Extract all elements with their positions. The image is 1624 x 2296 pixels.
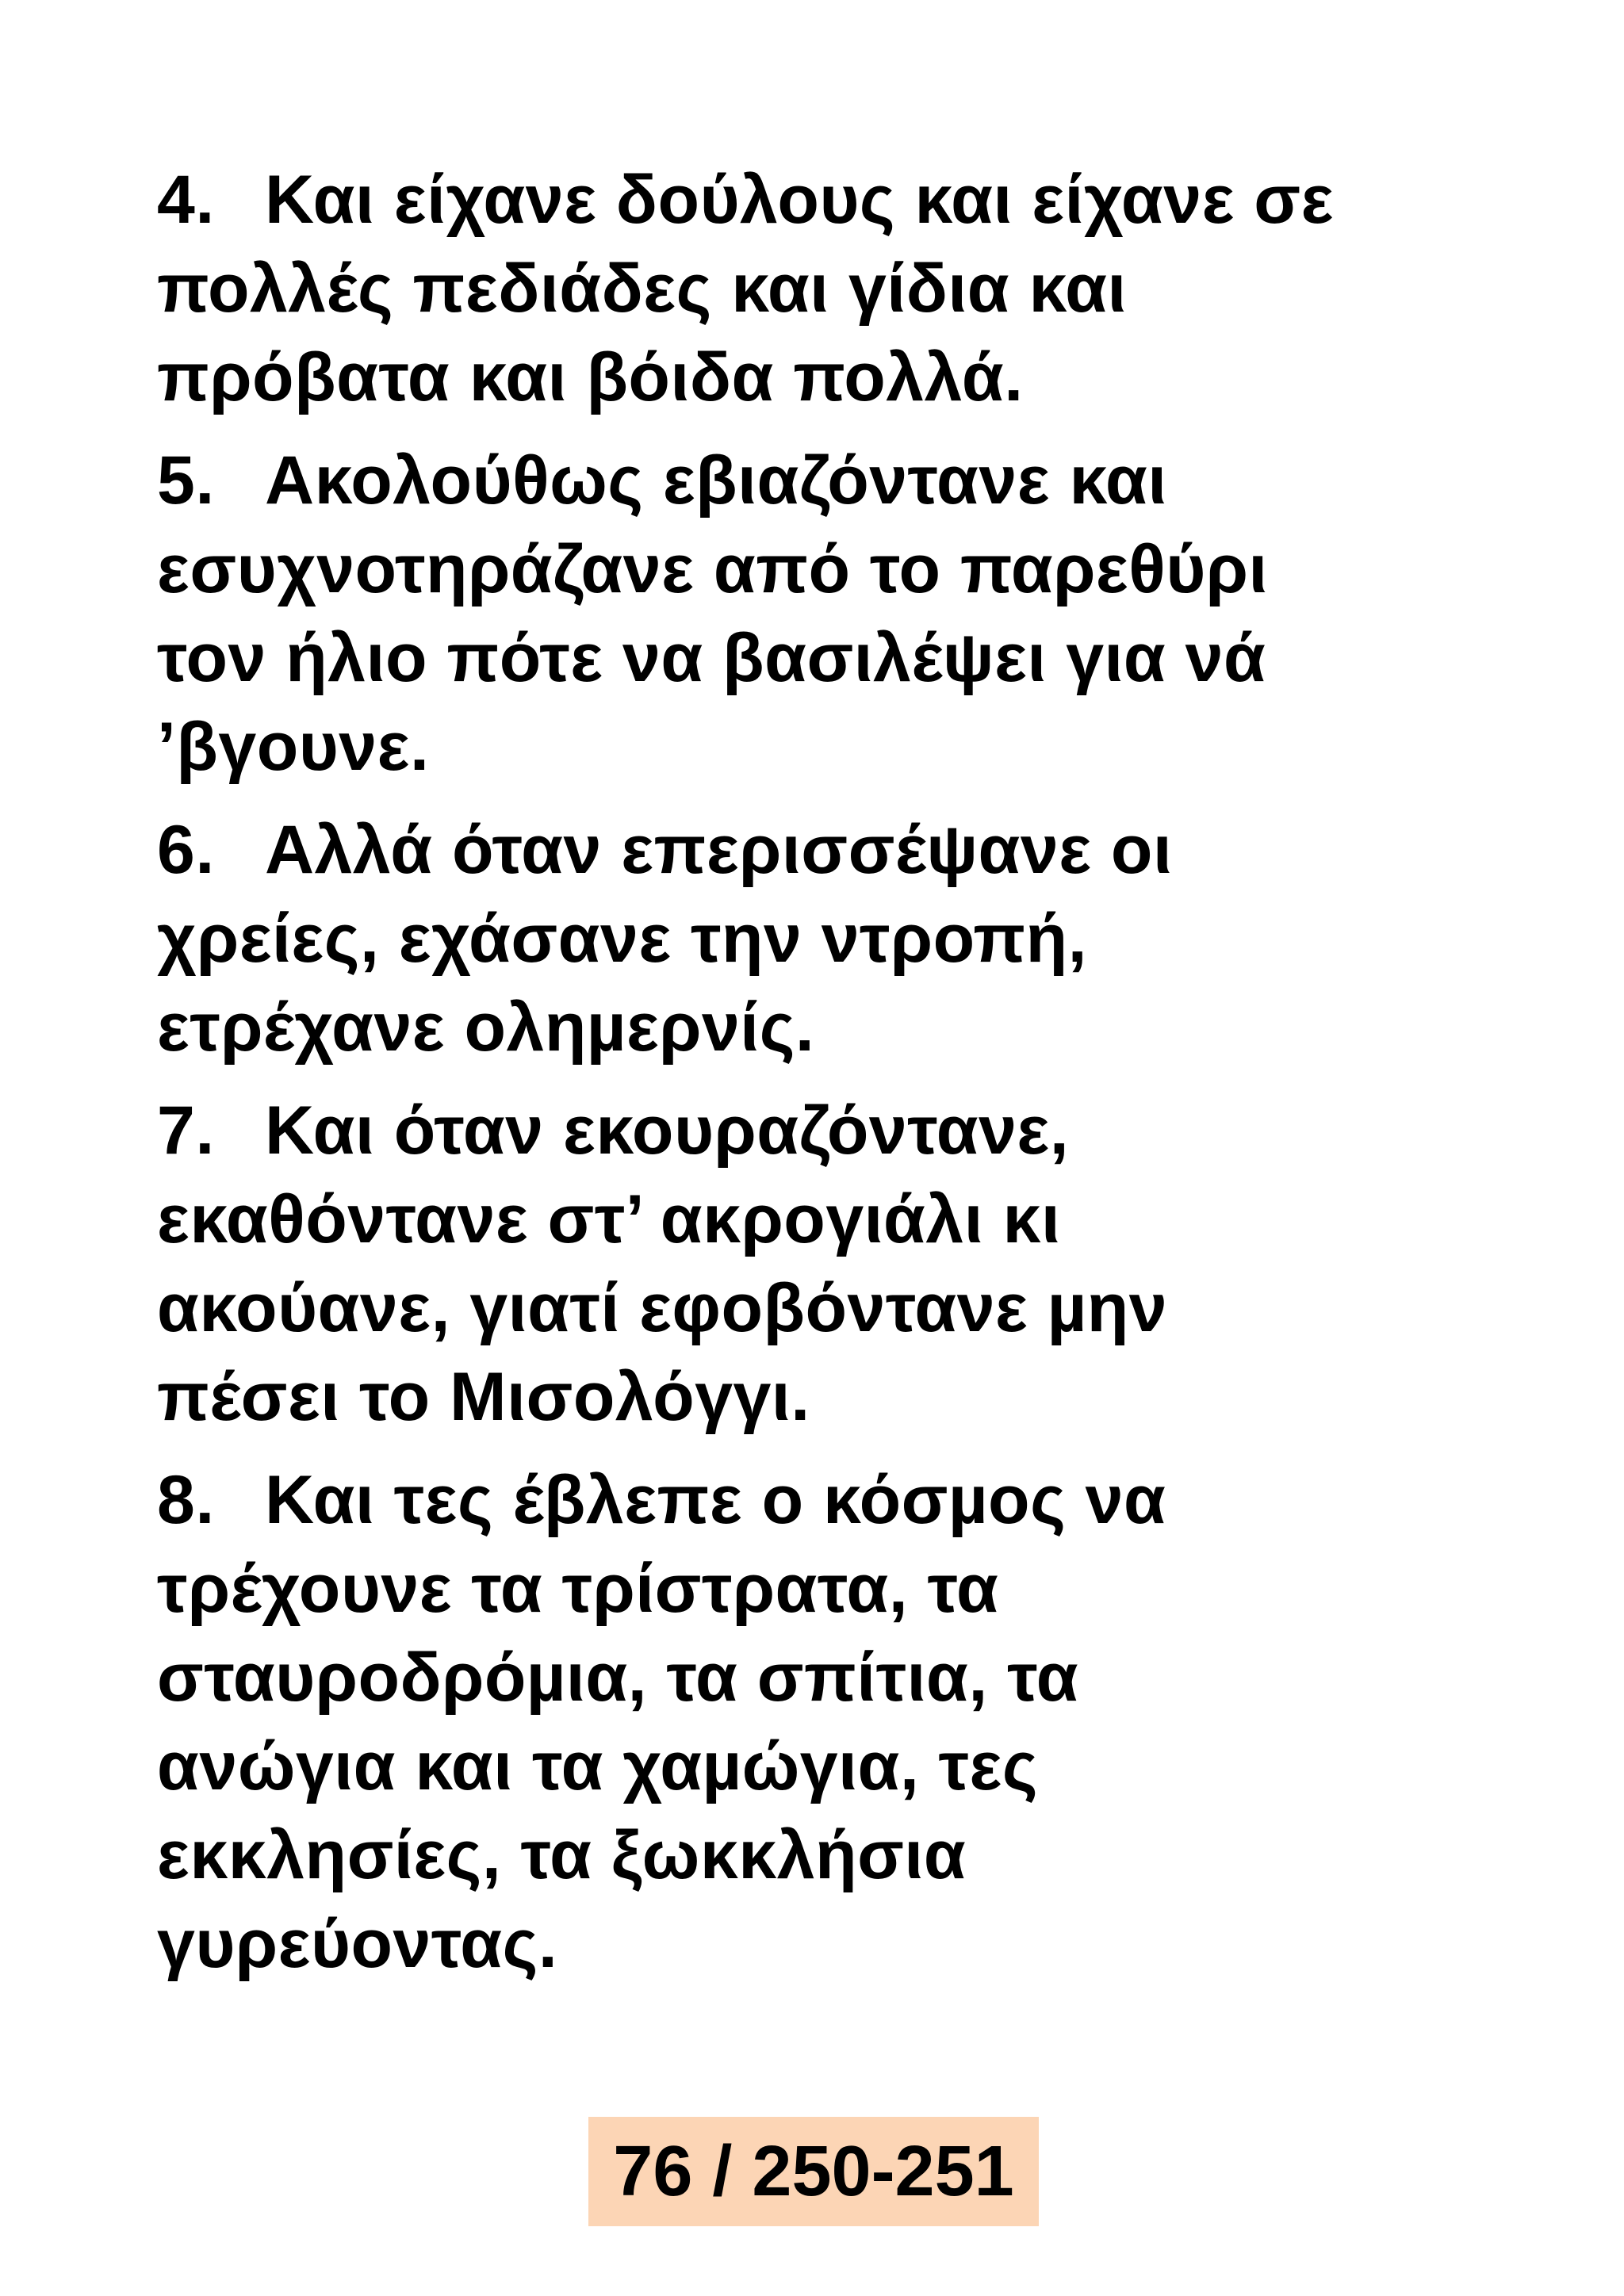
verse-line: ανώγια και τα χαµώγια, τες	[157, 1728, 1039, 1804]
verse-text: Και είχανε δούλους και είχανε σε	[265, 162, 1334, 238]
document-body	[157, 155, 1505, 2003]
verse-number: 7.	[157, 1093, 215, 1169]
verse-line: εκαθόντανε στ’ ακρογιάλι κι	[157, 1181, 1061, 1257]
verse-line: πέσει το Μισολόγγι.	[157, 1359, 810, 1435]
verse-7	[157, 1086, 1505, 1441]
verse-number: 4.	[157, 162, 215, 238]
verse-6	[157, 806, 1505, 1072]
verse-number: 5.	[157, 442, 215, 519]
verse-line: τρέχουνε τα τρίστρατα, τα	[157, 1551, 999, 1627]
verse-line: γυρεύοντας.	[157, 1906, 558, 1982]
verse-line: πολλές πεδιάδες και γίδια και	[157, 251, 1127, 327]
verse-4	[157, 155, 1505, 422]
verse-text: Και όταν εκουραζόντανε,	[265, 1093, 1070, 1169]
verse-line: ’βγουνε.	[157, 709, 430, 785]
verse-text: Αλλά όταν επερισσέψανε οι	[265, 812, 1173, 888]
verse-line: ακούανε, γιατί εφοβόντανε µην	[157, 1270, 1168, 1346]
verse-line	[157, 436, 1505, 525]
verse-5	[157, 436, 1505, 791]
verse-line	[157, 155, 1505, 244]
verse-line: ετρέχανε οληµερνίς.	[157, 989, 815, 1066]
verse-line: χρείες, εχάσανε την ντροπή,	[157, 901, 1088, 977]
verse-text: Ακολούθως εβιαζόντανε και	[265, 442, 1167, 519]
verse-line	[157, 1456, 1505, 1544]
verse-text: Και τες έβλεπε ο κόσµος να	[265, 1462, 1166, 1538]
verse-line: πρόβατα και βόιδα πολλά.	[157, 339, 1024, 415]
verse-line	[157, 806, 1505, 894]
verse-line	[157, 1086, 1505, 1175]
verse-number: 8.	[157, 1462, 215, 1538]
verse-line: εκκλησίες, τα ξωκκλήσια	[157, 1817, 967, 1893]
verse-line: εσυχνοτηράζανε από το παρεθύρι	[157, 531, 1268, 607]
verse-line: σταυροδρόµια, τα σπίτια, τα	[157, 1640, 1079, 1716]
page-number-badge: 76 / 250-251	[588, 2117, 1039, 2226]
verse-number: 6.	[157, 812, 215, 888]
verse-8	[157, 1456, 1505, 1988]
verse-line: τον ήλιο πότε να βασιλέψει για νά	[157, 620, 1266, 696]
